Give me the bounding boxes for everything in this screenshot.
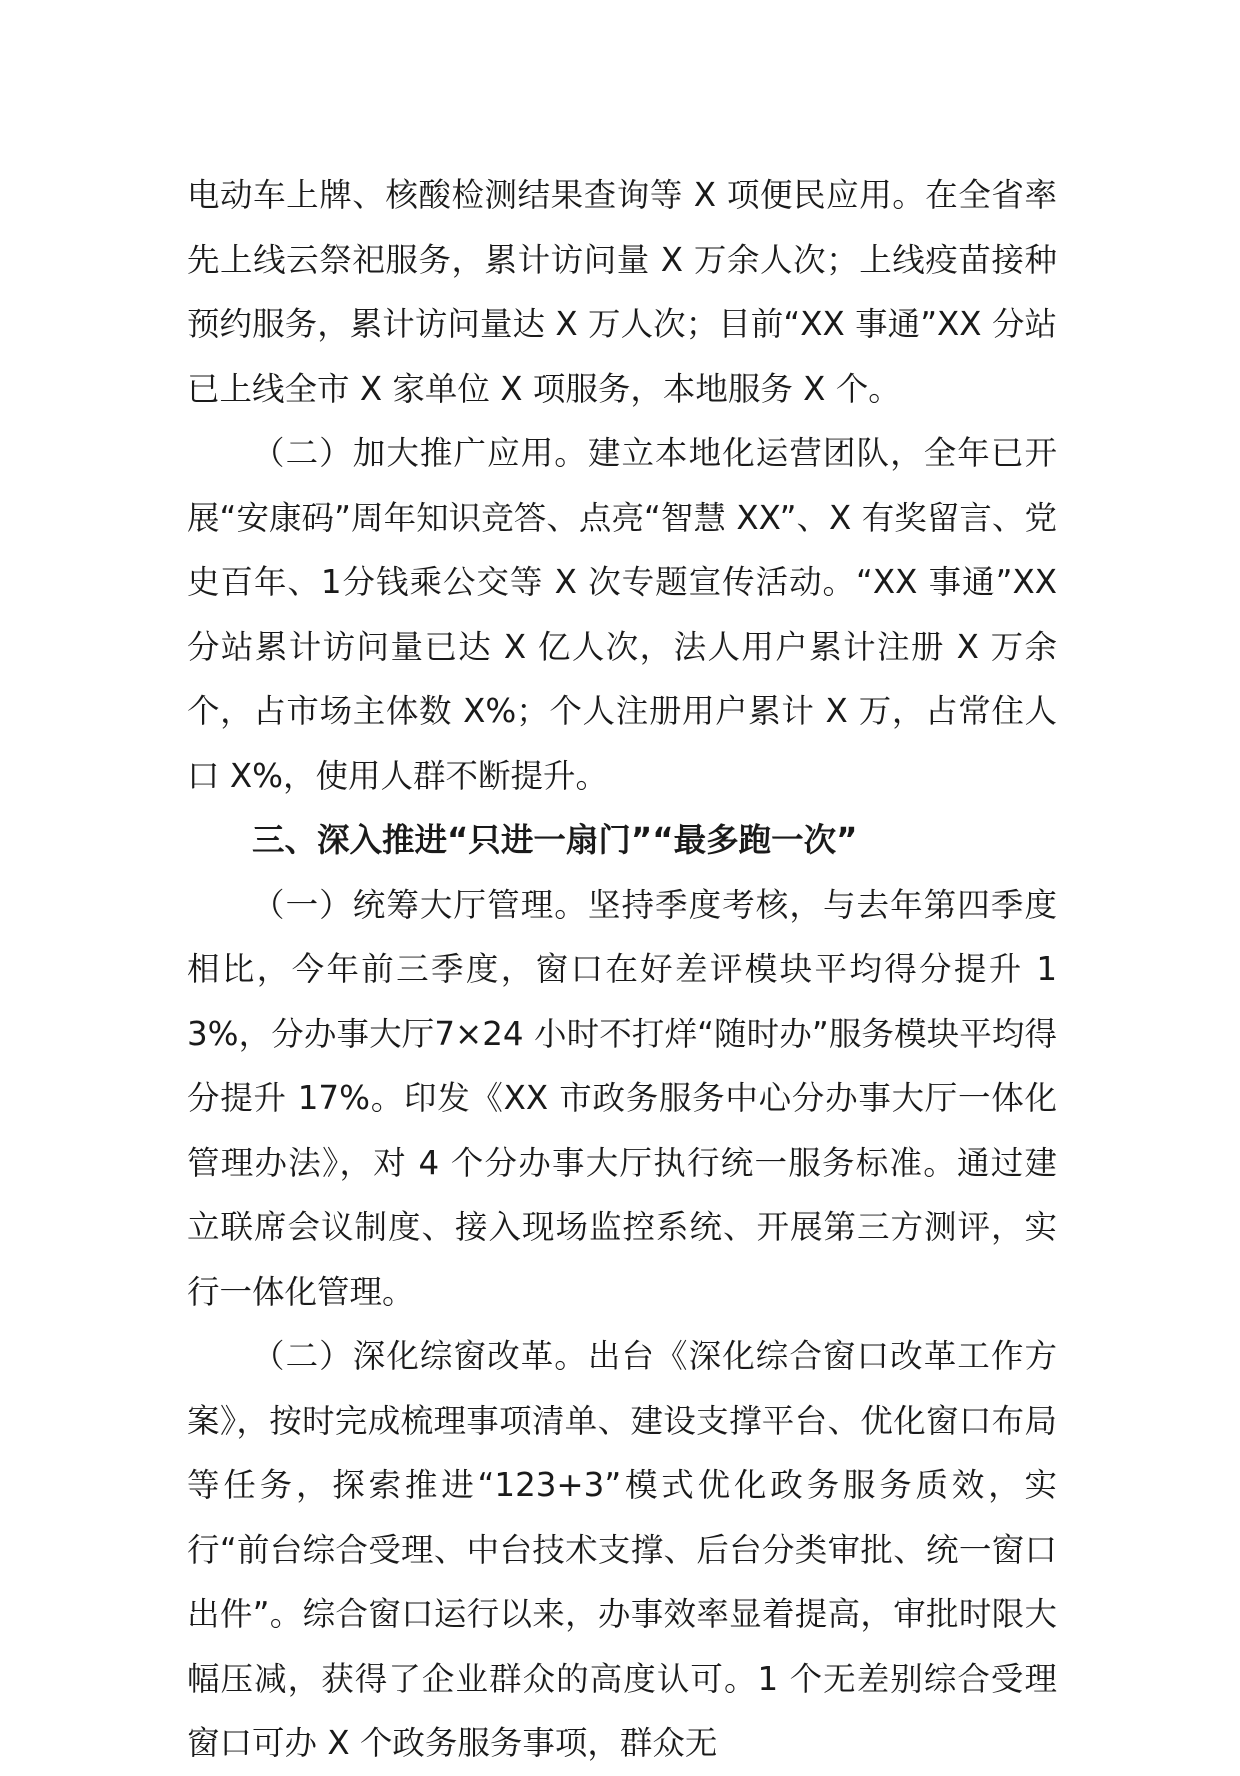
paragraph-promotion: （二）加大推广应用。建立本地化运营团队，全年已开展“安康码”周年知识竞答、点亮“智慧 XX”、X 有奖留言、党史百年、1分钱乘公交等 X 次专题宣传活动。“XX 事通”XX 分站累计访问量已达 X 亿人次，法人用户累计注册 X 万余个，占市场主体数 X%；个人注册用户累计 X 万，占常住人口 X%，使用人群不断提升。 — [187, 434, 1057, 795]
paragraph-hall-management: （一）统筹大厅管理。坚持季度考核，与去年第四季度相比，今年前三季度，窗口在好差评模块平均得分提升 13%，分办事大厅7×24 小时不打烊“随时办”服务模块平均得分提升 17%。印发《XX 市政务服务中心分办事大厅一体化管理办法》，对 4 个分办事大厅执行统一服务标准。通过建立联席会议制度、接入现场监控系统、开展第三方测评，实行一体化管理。 — [187, 885, 1057, 1311]
section-heading-three: 三、深入推进“只进一扇门”“最多跑一次” — [252, 821, 858, 859]
document-page — [187, 163, 1057, 1776]
paragraph-window-reform: （二）深化综窗改革。出台《深化综合窗口改革工作方案》，按时完成梳理事项清单、建设支撑平台、优化窗口布局等任务，探索推进“123+3”模式优化政务服务质效，实行“前台综合受理、中台技术支撑、后台分类审批、统一窗口出件”。综合窗口运行以来，办事效率显着提高，审批时限大幅压减，获得了企业群众的高度认可。1 个无差别综合受理窗口可办 X 个政务服务事项，群众无 — [187, 1337, 1057, 1762]
paragraph-convenience-apps: 电动车上牌、核酸检测结果查询等 X 项便民应用。在全省率先上线云祭祀服务，累计访问量 X 万余人次；上线疫苗接种预约服务，累计访问量达 X 万人次；目前“XX 事通”XX 分站已上线全市 X 家单位 X 项服务，本地服务 X 个。 — [187, 176, 1057, 408]
